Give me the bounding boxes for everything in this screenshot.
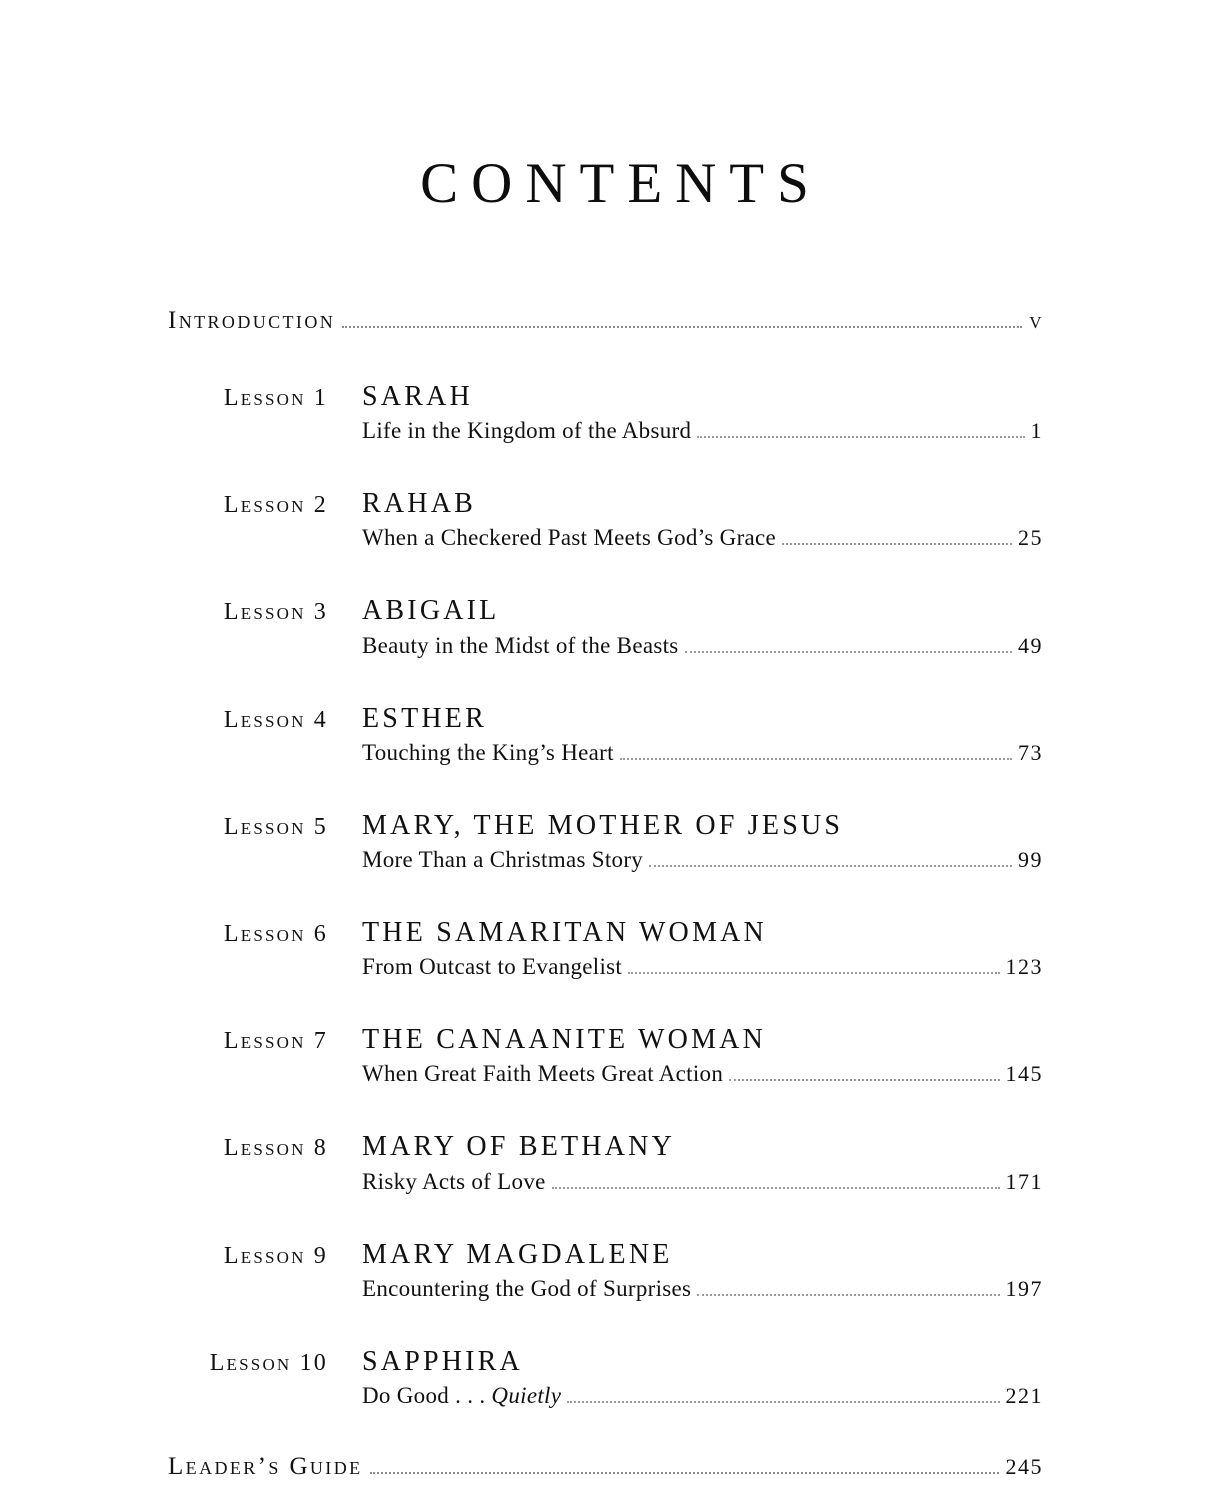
lesson-title: SAPPHIRA [362,1345,523,1377]
lesson-subtitle-row [362,1061,1043,1087]
lesson-body [328,1131,1043,1194]
lesson-list [0,381,1206,1409]
lesson-title: THE CANAANITE WOMAN [362,1024,767,1056]
leader-dots [729,1078,999,1081]
lesson-title: THE SAMARITAN WOMAN [362,916,767,948]
lesson-page-number: 197 [1005,1275,1043,1301]
lesson-title: SARAH [362,381,473,412]
leader-dots [342,325,1022,328]
lesson-page-number: 49 [1018,632,1043,658]
lesson-page-number: 171 [1005,1168,1043,1194]
lesson-page-number: 25 [1018,525,1043,551]
leader-dots [620,757,1012,760]
lesson-subtitle-plain: Do Good . . . [362,1382,492,1408]
lesson-subtitle-row [362,525,1043,551]
lesson-title: ESTHER [362,702,487,734]
lesson-page-number: 123 [1005,954,1043,980]
lesson-subtitle: More Than a Christmas Story [362,846,644,872]
lesson-page-number: 221 [1005,1382,1043,1408]
leader-dots [552,1186,1000,1189]
toc-entry-introduction[interactable] [0,307,1206,335]
lesson-subtitle-row [362,1383,1043,1409]
lesson-subtitle-row [362,740,1043,766]
list-item[interactable] [168,381,1043,444]
lesson-label: Lesson 1 [223,385,328,411]
lesson-page-number: 1 [1030,418,1043,444]
lesson-label: Lesson 6 [223,920,328,947]
lesson-label: Lesson 4 [223,706,328,733]
lesson-label: Lesson 2 [223,492,328,519]
leader-dots [628,971,999,974]
list-item[interactable] [168,595,1043,658]
lesson-body [328,917,1043,980]
lesson-label: Lesson 9 [223,1242,328,1269]
list-item[interactable] [168,1024,1043,1087]
lesson-label: Lesson 10 [209,1349,328,1376]
lesson-label: Lesson 3 [223,599,328,626]
list-item[interactable] [168,917,1043,980]
lesson-body [328,810,1043,873]
list-item[interactable] [168,1346,1043,1409]
page-title: CONTENTS [420,152,822,215]
lesson-body [328,1239,1043,1302]
lesson-body [328,1346,1043,1409]
lesson-page-number: 145 [1005,1061,1043,1087]
lesson-label: Lesson 5 [223,813,328,840]
leader-dots [697,1293,999,1296]
lesson-subtitle [362,1383,561,1409]
leader-dots [567,1400,999,1403]
lesson-subtitle: Touching the King’s Heart [362,739,614,765]
leaders-guide-label: Leader’s Guide [168,1452,363,1480]
list-item[interactable] [168,1131,1043,1194]
lesson-subtitle: When a Checkered Past Meets God’s Grace [362,525,777,551]
lesson-label: Lesson 8 [223,1135,328,1162]
lesson-subtitle-row [362,633,1043,659]
introduction-page-number: v [1029,308,1043,334]
lesson-page-number: 73 [1018,739,1043,765]
lesson-body [328,595,1043,658]
leader-dots [370,1471,999,1474]
introduction-label: Introduction [168,307,336,334]
lesson-subtitle: Encountering the God of Surprises [362,1275,692,1301]
lesson-body [328,488,1043,551]
lesson-body [328,381,1043,444]
lesson-subtitle-row [362,954,1043,980]
list-item[interactable] [168,810,1043,873]
lesson-subtitle: Life in the Kingdom of the Absurd [362,418,692,444]
toc-entry-leaders-guide[interactable] [0,1453,1206,1481]
lesson-title: MARY MAGDALENE [362,1238,673,1270]
lesson-body [328,1024,1043,1087]
lesson-subtitle-row [362,418,1043,444]
lesson-title: MARY OF BETHANY [362,1131,675,1163]
list-item[interactable] [168,488,1043,551]
lesson-subtitle: From Outcast to Evangelist [362,954,623,980]
lesson-title: RAHAB [362,488,477,520]
list-item[interactable] [168,1239,1043,1302]
lesson-title: ABIGAIL [362,595,500,627]
lesson-subtitle: Beauty in the Midst of the Beasts [362,632,679,658]
lesson-label: Lesson 7 [223,1028,328,1055]
lesson-subtitle-row [362,1276,1043,1302]
lesson-subtitle-row [362,847,1043,873]
lesson-title: MARY, THE MOTHER OF JESUS [362,809,844,841]
lesson-subtitle: Risky Acts of Love [362,1168,546,1194]
lesson-body [328,703,1043,766]
lesson-subtitle: When Great Faith Meets Great Action [362,1061,724,1087]
list-item[interactable] [168,703,1043,766]
lesson-subtitle-row [362,1169,1043,1195]
leader-dots [685,650,1012,653]
lesson-subtitle-italic: Quietly [491,1382,562,1408]
leader-dots [782,542,1012,545]
leader-dots [697,435,1024,438]
lesson-page-number: 99 [1018,846,1043,872]
leaders-guide-page-number: 245 [1005,1453,1043,1479]
leader-dots [649,864,1012,867]
